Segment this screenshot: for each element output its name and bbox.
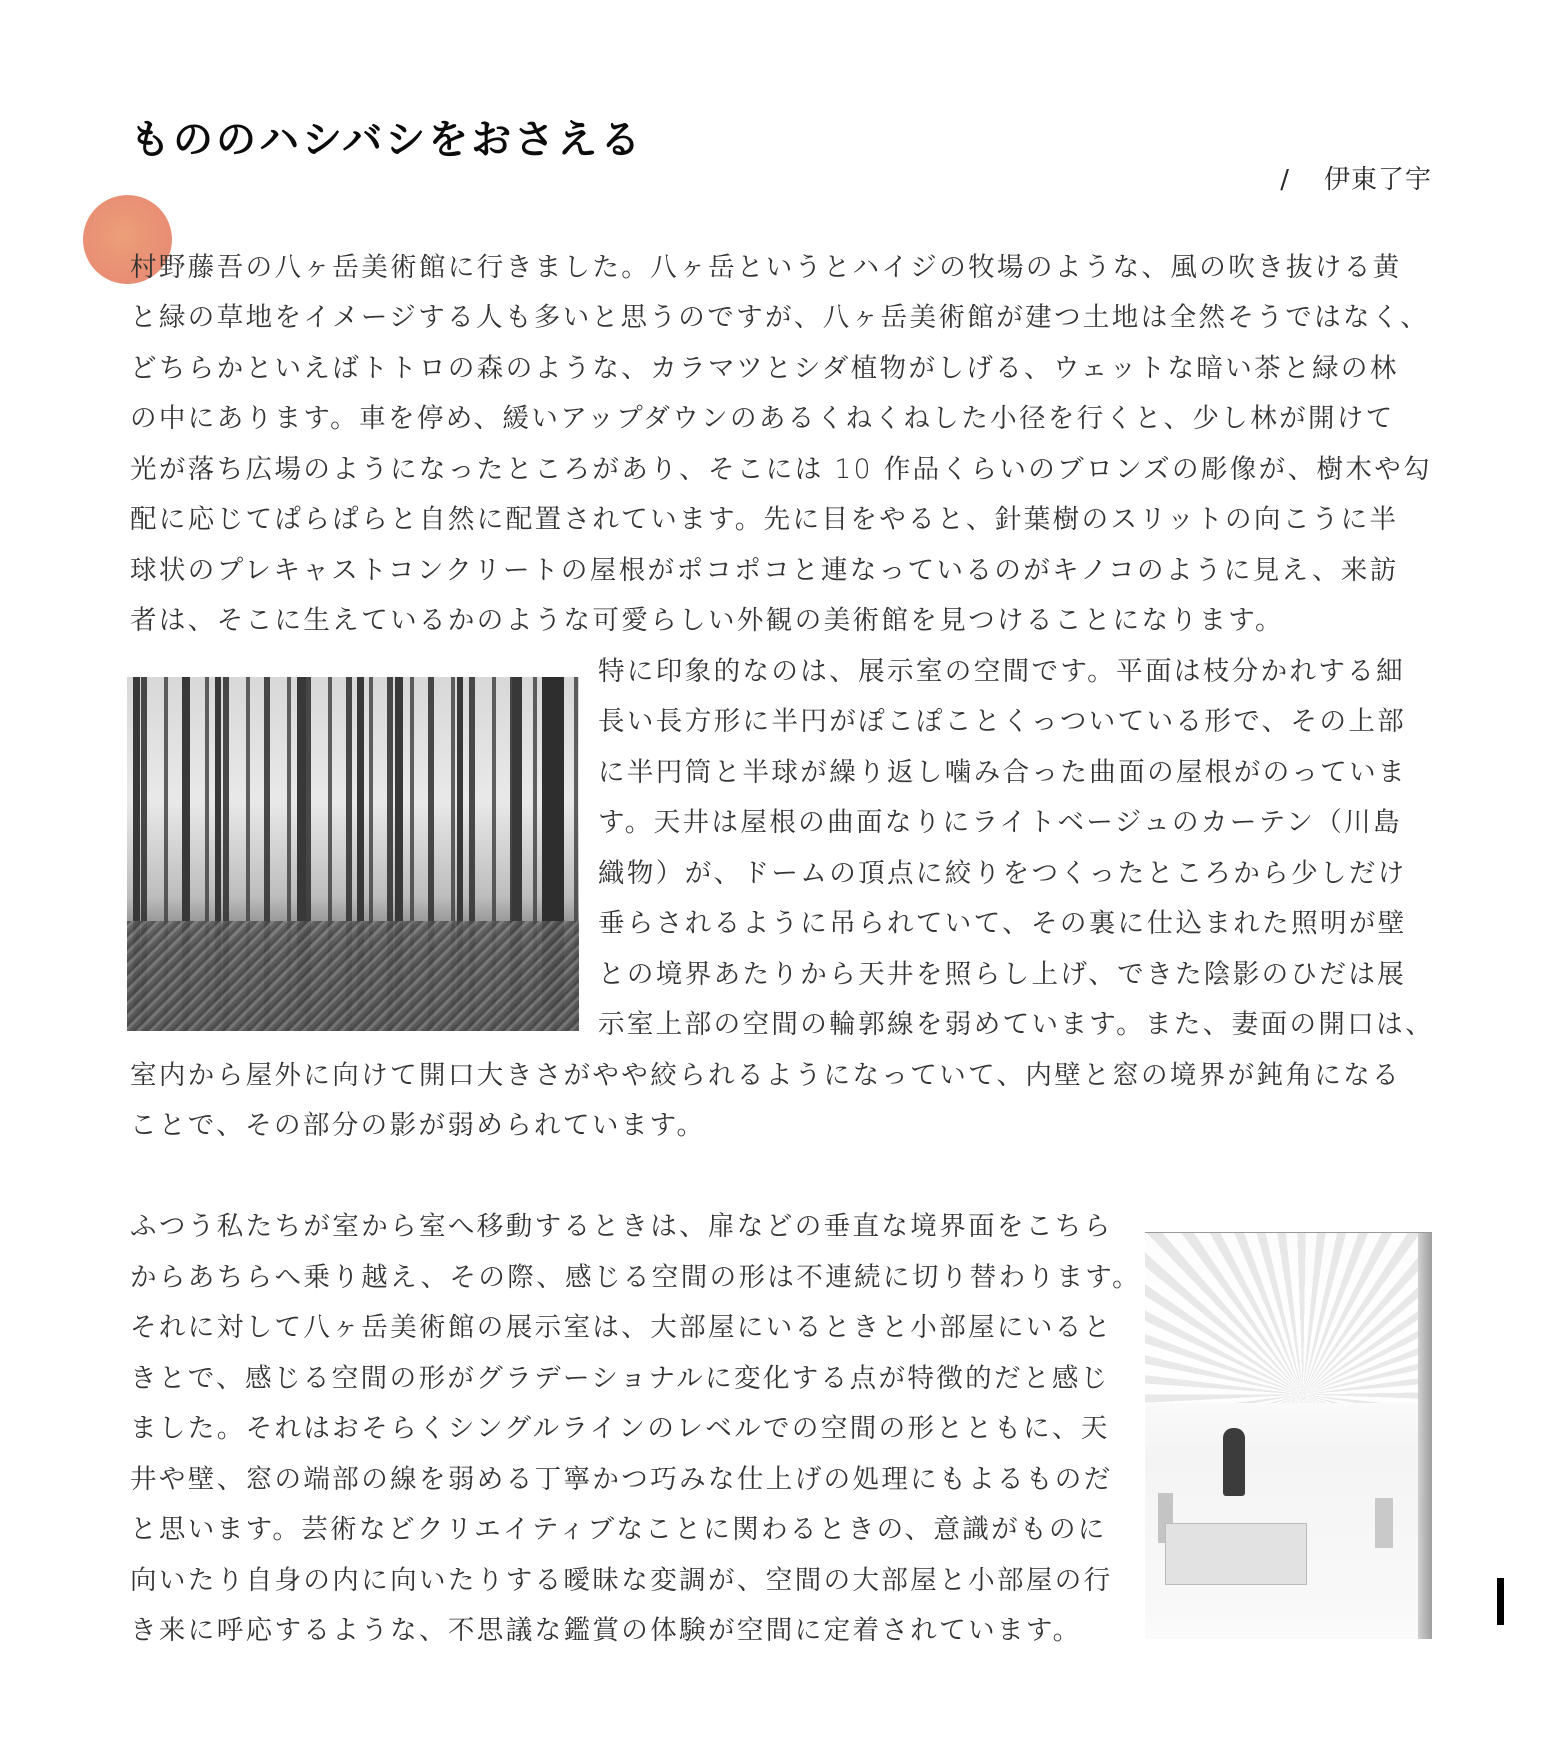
text-line: きとで、感じる空間の形がグラデーショナルに変化する点が特徴的だと感じ bbox=[130, 1363, 1110, 1394]
author-separator: / bbox=[1280, 165, 1290, 195]
text-line: に半円筒と半球が繰り返し噛み合った曲面の屋根がのっていま bbox=[598, 757, 1407, 788]
forest-photo bbox=[127, 677, 579, 1031]
author-name: 伊東了宇 bbox=[1323, 165, 1432, 195]
text-line: 者は、そこに生えているかのような可愛らしい外観の美術館を見つけることになります。 bbox=[130, 605, 1284, 636]
text-line: 長い長方形に半円がぽこぽことくっついている形で、その上部 bbox=[598, 706, 1407, 737]
text-line: と思います。芸術などクリエイティブなことに関わるときの、意識がものに bbox=[130, 1514, 1107, 1545]
text-line: 配に応じてぱらぱらと自然に配置されています。先に目をやると、針葉樹のスリットの向こうに半 bbox=[130, 504, 1399, 535]
text-line: 向いたり自身の内に向いたりする曖昧な変調が、空間の大部屋と小部屋の行 bbox=[130, 1565, 1113, 1596]
text-line: ました。それはおそらくシングルラインのレベルでの空間の形とともに、天 bbox=[130, 1413, 1110, 1444]
text-line: 村野藤吾の八ヶ岳美術館に行きました。八ヶ岳というとハイジの牧場のような、風の吹き抜ける黄 bbox=[130, 252, 1402, 283]
text-line: との境界あたりから天井を照らし上げ、できた陰影のひだは展 bbox=[598, 959, 1407, 990]
text-line: 球状のプレキャストコンクリートの屋根がポコポコと連なっているのがキノコのように見え、来訪 bbox=[130, 555, 1399, 586]
interior-photo bbox=[1145, 1232, 1432, 1639]
text-line: それに対して八ヶ岳美術館の展示室は、大部屋にいるときと小部屋にいると bbox=[130, 1312, 1113, 1343]
text-line: す。天井は屋根の曲面なりにライトベージュのカーテン（川島 bbox=[598, 807, 1402, 838]
author-byline bbox=[1280, 160, 1432, 200]
text-line: 示室上部の空間の輪郭線を弱めています。また、妻面の開口は、 bbox=[598, 1009, 1434, 1040]
text-line: ふつう私たちが室から室へ移動するときは、扉などの垂直な境界面をこちら bbox=[130, 1211, 1113, 1242]
text-line: 垂らされるように吊られていて、その裏に仕込まれた照明が壁 bbox=[598, 908, 1407, 939]
text-line: どちらかといえばトトロの森のような、カラマツとシダ植物がしげる、ウェットな暗い茶と緑の林 bbox=[130, 353, 1399, 384]
article-title: もののハシバシをおさえる bbox=[130, 116, 644, 163]
text-line: 光が落ち広場のようになったところがあり、そこには 10 作品くらいのブロンズの彫像が、樹木や勾 bbox=[130, 454, 1433, 485]
text-line: からあちらへ乗り越え、その際、感じる空間の形は不連続に切り替わります。 bbox=[130, 1262, 1141, 1293]
text-line: 織物）が、ドームの頂点に絞りをつくったところから少しだけ bbox=[598, 858, 1407, 889]
text-line: 特に印象的なのは、展示室の空間です。平面は枝分かれする細 bbox=[598, 656, 1406, 687]
text-line: 室内から屋外に向けて開口大きさがやや絞られるようになっていて、内壁と窓の境界が鈍角になる bbox=[130, 1060, 1402, 1091]
text-line: 井や壁、窓の端部の線を弱める丁寧かつ巧みな仕上げの処理にもよるものだ bbox=[130, 1464, 1113, 1495]
text-line: と緑の草地をイメージする人も多いと思うのですが、八ヶ岳美術館が建つ土地は全然そうではなく、 bbox=[130, 302, 1430, 333]
text-line: き来に呼応するような、不思議な鑑賞の体験が空間に定着されています。 bbox=[130, 1615, 1082, 1646]
text-line: ことで、その部分の影が弱められています。 bbox=[130, 1110, 706, 1141]
page-marker-bar bbox=[1497, 1578, 1504, 1625]
text-line: の中にあります。車を停め、緩いアップダウンのあるくねくねした小径を行くと、少し林が開けて bbox=[130, 403, 1395, 434]
